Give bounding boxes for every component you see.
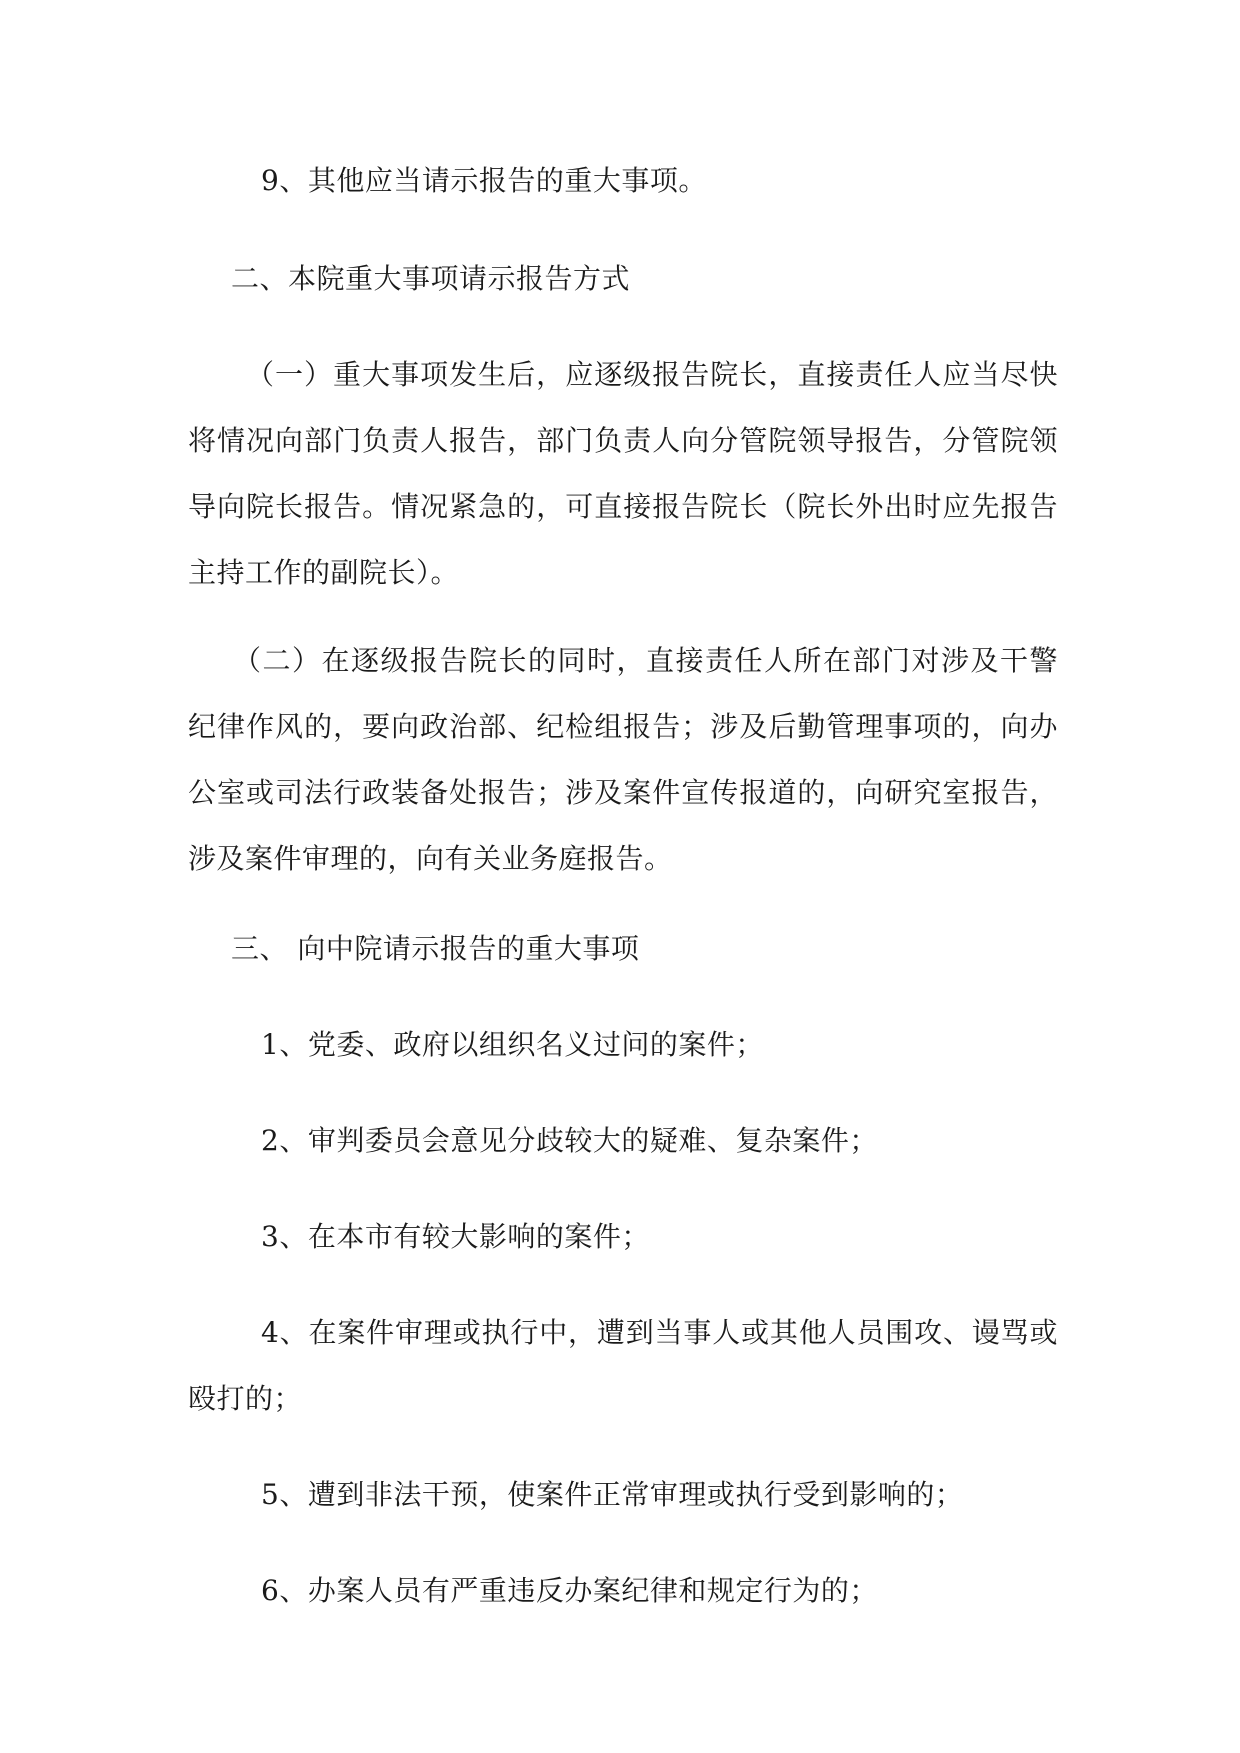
paragraph-subsection-2: （二）在逐级报告院长的同时，直接责任人所在部门对涉及干警纪律作风的，要向政治部、纪检组报告；涉及后勤管理事项的，向办公室或司法行政装备处报告；涉及案件宣传报道的，向研究室报告，涉及案件审理的，向有关业务庭报告。 <box>188 644 1058 875</box>
list-item-2: 2、审判委员会意见分歧较大的疑难、复杂案件； <box>261 1124 878 1157</box>
paragraph-subsection-1: （一）重大事项发生后，应逐级报告院长，直接责任人应当尽快将情况向部门负责人报告，部门负责人向分管院领导报告，分管院领导向院长报告。情况紧急的，可直接报告院长（院长外出时应先报告主持工作的副院长）。 <box>188 358 1058 589</box>
paragraph-item-9: 9、其他应当请示报告的重大事项。 <box>261 164 707 197</box>
list-item-3: 3、在本市有较大影响的案件； <box>261 1220 650 1253</box>
section-heading-3: 三、 向中院请示报告的重大事项 <box>231 932 640 965</box>
list-item-6: 6、办案人员有严重违反办案纪律和规定行为的； <box>261 1574 878 1607</box>
list-item-5: 5、遭到非法干预，使案件正常审理或执行受到影响的； <box>261 1478 964 1511</box>
list-item-4: 4、在案件审理或执行中，遭到当事人或其他人员围攻、谩骂或殴打的； <box>188 1316 1058 1415</box>
list-item-1: 1、党委、政府以组织名义过问的案件； <box>261 1028 764 1061</box>
section-heading-2: 二、本院重大事项请示报告方式 <box>231 262 631 295</box>
